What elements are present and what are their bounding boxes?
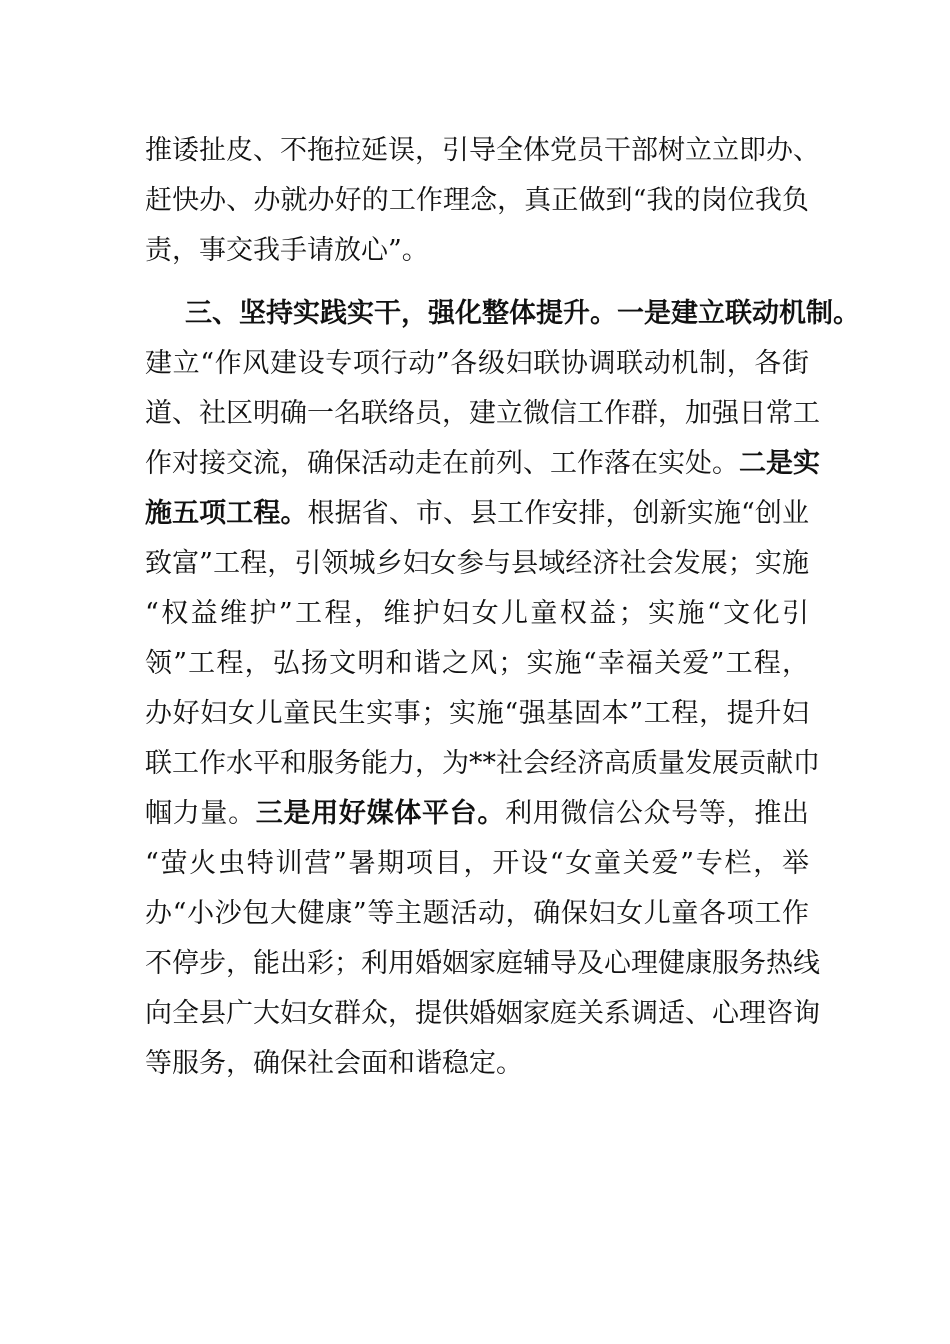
paragraph-2-line-12: “萤火虫特训营”暑期项目，开设“女童关爱”专栏，举 bbox=[145, 848, 809, 879]
paragraph-1-line-1: 推诿扯皮、不拖拉延误，引导全体党员干部树立立即办、 bbox=[145, 135, 820, 166]
paragraph-2-line-2: 建立“作风建设专项行动”各级妇联协调联动机制，各街 bbox=[145, 348, 809, 379]
paragraph-2-line-10: 联工作水平和服务能力，为**社会经济高质量发展贡献巾 bbox=[145, 748, 820, 779]
paragraph-2-line-3: 道、社区明确一名联络员，建立微信工作群，加强日常工 bbox=[145, 398, 820, 429]
paragraph-2-line-14: 不停步，能出彩；利用婚姻家庭辅导及心理健康服务热线 bbox=[145, 948, 820, 979]
line-11-bold-text: 三是用好媒体平台。 bbox=[255, 798, 506, 829]
paragraph-2-line-15: 向全县广大妇女群众，提供婚姻家庭关系调适、心理咨询 bbox=[145, 998, 820, 1029]
paragraph-2-line-11 bbox=[145, 789, 809, 839]
paragraph-1-line-2: 赶快办、办就办好的工作理念，真正做到“我的岗位我负 bbox=[145, 185, 809, 216]
paragraph-2-line-8: 领”工程，弘扬文明和谐之风；实施“幸福关爱”工程， bbox=[145, 648, 809, 679]
paragraph-1-line-3: 责，事交我手请放心”。 bbox=[145, 235, 429, 266]
paragraph-2-line-7: “权益维护”工程，维护妇女儿童权益；实施“文化引 bbox=[145, 598, 809, 629]
section-heading-three: 三、坚持实践实干，强化整体提升。一是建立联动机制。 bbox=[185, 298, 860, 329]
paragraph-2-line-16: 等服务，确保社会面和谐稳定。 bbox=[145, 1048, 523, 1079]
line-11-text-b: 利用微信公众号等，推出 bbox=[505, 798, 810, 829]
line-4-bold-text: 二是实 bbox=[739, 448, 820, 479]
paragraph-2-line-5 bbox=[145, 489, 809, 539]
line-5-text: 根据省、市、县工作安排，创新实施“创业 bbox=[307, 498, 809, 529]
line-5-bold-text: 施五项工程。 bbox=[145, 498, 308, 529]
line-4-text: 作对接交流，确保活动走在前列、工作落在实处。 bbox=[145, 448, 739, 479]
paragraph-2-line-9: 办好妇女儿童民生实事；实施“强基固本”工程，提升妇 bbox=[145, 698, 809, 729]
paragraph-2-line-13: 办“小沙包大健康”等主题活动，确保妇女儿童各项工作 bbox=[145, 898, 809, 929]
paragraph-2-line-4 bbox=[145, 439, 820, 489]
paragraph-2-line-6: 致富”工程，引领城乡妇女参与县域经济社会发展；实施 bbox=[145, 548, 809, 579]
line-11-text-a: 帼力量。 bbox=[145, 798, 256, 829]
